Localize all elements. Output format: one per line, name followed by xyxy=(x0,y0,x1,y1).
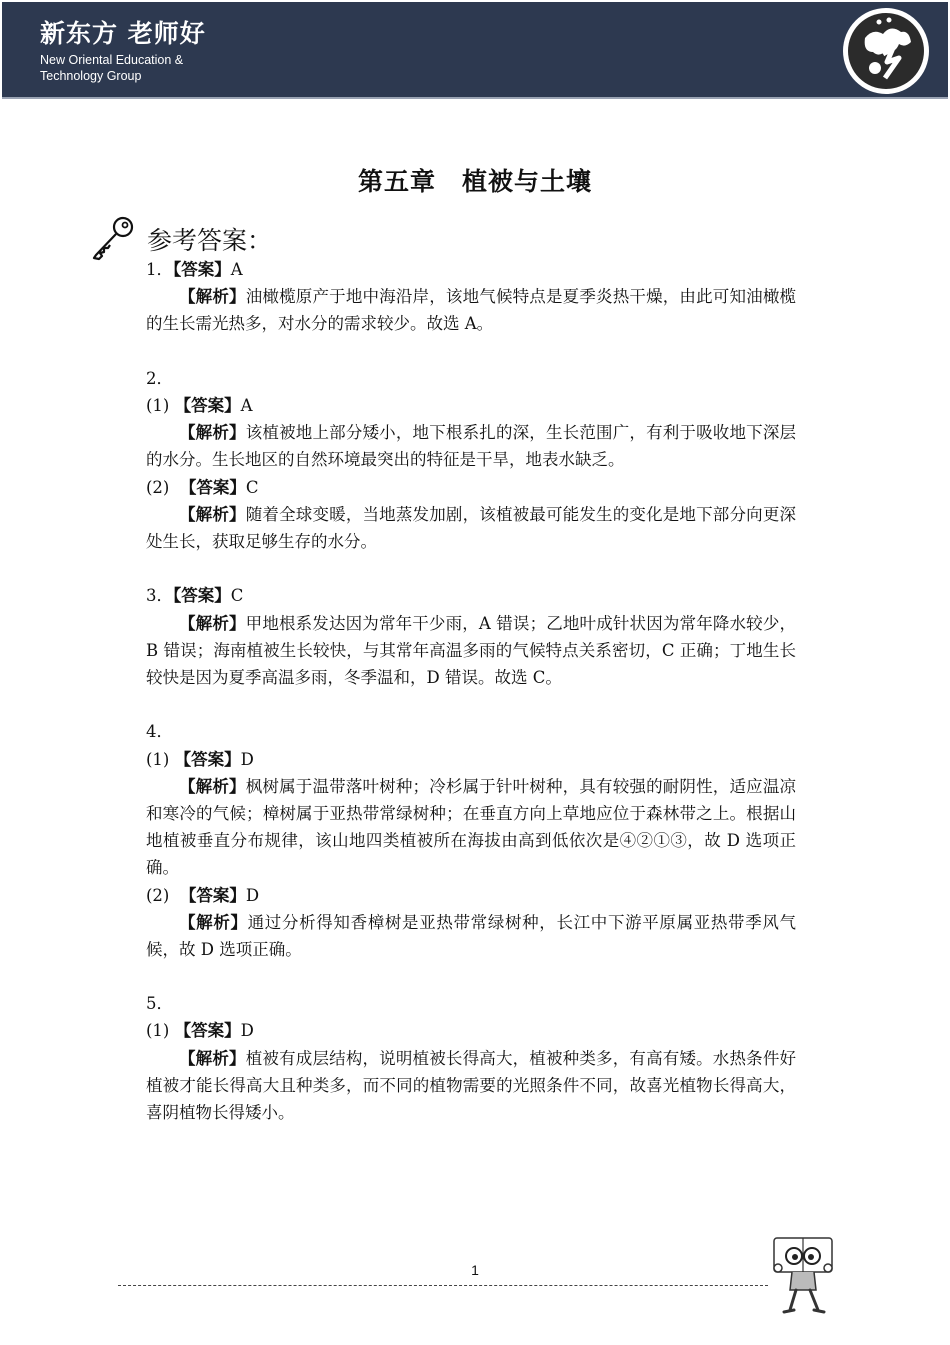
q1-number: 1． xyxy=(146,260,173,279)
page-header xyxy=(2,2,948,99)
q5-1-analysis xyxy=(146,1045,796,1127)
q5-1-sub: (1) xyxy=(146,1021,170,1041)
q4-1-answer: D xyxy=(240,749,254,769)
q2-1-sub: (1) xyxy=(146,395,170,415)
answer-label: 【答案】 xyxy=(174,749,241,769)
answer-label: 【答案】 xyxy=(179,477,246,497)
answer-label: 【答案】 xyxy=(179,885,246,905)
q4-2-analysis-text: 通过分析得知香樟树是亚热带常绿树种，长江中下游平原属亚热带季风气候，故 D 选项正确。 xyxy=(146,912,797,959)
q2-2-answer: C xyxy=(245,477,259,497)
analysis-label: 【解析】 xyxy=(179,423,246,443)
q1-analysis-text: 油橄榄原产于地中海沿岸，该地气候特点是夏季炎热干燥，由此可知油橄榄的生长需光热多，对水分的需求较少。故选 A。 xyxy=(146,287,797,334)
q4-2-sub: (2) xyxy=(146,885,170,905)
analysis-label: 【解析】 xyxy=(179,1048,246,1068)
q5-1-analysis-text: 植被有成层结构，说明植被长得高大，植被种类多，有高有矮。水热条件好植被才能长得高大且种类多，而不同的植物需要的光照条件不同，故喜光植物长得高大，喜阴植物长得矮小。 xyxy=(146,1048,797,1123)
q2-2-answer-line xyxy=(146,474,796,501)
answer-content xyxy=(146,256,796,1126)
q1-answer-line xyxy=(146,256,796,283)
q5-1-answer-line xyxy=(146,1017,796,1044)
q4-1-sub: (1) xyxy=(146,749,170,769)
answer-label: 【答案】 xyxy=(174,1021,241,1041)
answer-label: 【答案】 xyxy=(173,260,231,279)
q4-2-answer: D xyxy=(245,885,260,905)
q2-1-analysis xyxy=(146,419,796,473)
footer-divider xyxy=(118,1285,768,1286)
page-number: 1 xyxy=(471,1262,479,1278)
q2-2-analysis-text: 随着全球变暖，当地蒸发加剧，该植被最可能发生的变化是地下部分向更深处生长，获取足够生存的水分。 xyxy=(146,504,797,551)
q4-number: 4． xyxy=(146,722,173,742)
analysis-label: 【解析】 xyxy=(179,776,246,796)
q2-number: 2． xyxy=(146,368,173,388)
q1-analysis xyxy=(146,283,796,337)
analysis-label: 【解析】 xyxy=(179,504,246,524)
q4-1-answer-line xyxy=(146,746,796,773)
brand-name-en xyxy=(40,52,183,84)
q5-number: 5． xyxy=(146,994,173,1014)
q4-2-answer-line xyxy=(146,882,796,909)
q2-1-analysis-text: 该植被地上部分矮小，地下根系扎的深，生长范围广，有利于吸收地下深层的水分。生长地区的自然环境最突出的特征是干旱，地表水缺乏。 xyxy=(146,423,797,470)
brand-logo-icon xyxy=(843,8,929,94)
q2-2-sub: (2) xyxy=(146,477,170,497)
q4-1-analysis xyxy=(146,773,796,882)
brand-en-line1: New Oriental Education & xyxy=(40,53,184,67)
answer-label: 【答案】 xyxy=(173,586,231,606)
q4-1-analysis-text: 枫树属于温带落叶树种；冷杉属于针叶树种，具有较强的耐阴性，适应温凉和寒冷的气候；樟树属于亚热带常绿树种；在垂直方向上草地应位于森林带之上。根据山地植被垂直分布规律，该山地四类植被所在海拔由高到低依次是④②①③，故 D 选项正确。 xyxy=(146,776,797,878)
q3-answer: C xyxy=(230,586,244,606)
chapter-title: 第五章 植被与土壤 xyxy=(357,167,592,196)
q2-1-answer: A xyxy=(240,395,253,415)
q2-1-answer-line xyxy=(146,392,796,419)
mascot-reading-icon xyxy=(768,1232,838,1317)
q3-answer-line xyxy=(146,582,796,609)
analysis-label: 【解析】 xyxy=(179,613,246,633)
q3-number: 3． xyxy=(146,586,173,606)
answer-heading: 参考答案： xyxy=(147,226,273,255)
brand-name-cn: 新东方 老师好 xyxy=(40,19,206,48)
answer-label: 【答案】 xyxy=(174,395,241,415)
analysis-label: 【解析】 xyxy=(179,912,248,932)
q3-analysis xyxy=(146,610,796,692)
q1-answer: A xyxy=(230,260,243,279)
q2-2-analysis xyxy=(146,501,796,555)
q3-analysis-text: 甲地根系发达因为常年干少雨，A 错误；乙地叶成针状因为常年降水较少，B 错误；海南植被生长较快，与其常年高温多雨的气候特点关系密切，C 正确；丁地生长较快是因为夏季高温多雨，冬季温和，D 错误。故选 C。 xyxy=(146,613,796,687)
q5-1-answer: D xyxy=(240,1021,254,1041)
brand-en-line2: Technology Group xyxy=(40,69,142,83)
q4-2-analysis xyxy=(146,909,796,963)
analysis-label: 【解析】 xyxy=(179,287,246,307)
key-icon xyxy=(90,215,136,261)
